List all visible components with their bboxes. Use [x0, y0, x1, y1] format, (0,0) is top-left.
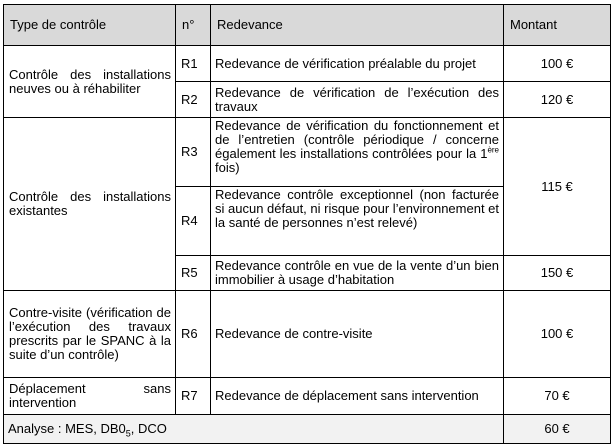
analysis-text-end: , DCO: [130, 421, 167, 436]
row-code: R3: [176, 118, 211, 187]
row-fee: Redevance de vérification préalable du projet: [211, 46, 504, 82]
row-fee-text: Redevance de vérification du fonctionnement et de l’entretien (contrôle périodique / concerne également les installations contrôlées pour la 1: [215, 118, 499, 161]
table-row-r1: [4, 46, 611, 82]
analysis-subscript: 5: [125, 428, 131, 439]
analysis-amount: 60 €: [504, 415, 611, 444]
ordinal-superscript: ère: [487, 145, 499, 155]
row-code: R4: [176, 187, 211, 256]
row-code: R7: [176, 378, 211, 415]
header-type: Type de contrôle: [4, 5, 176, 46]
row-fee: Redevance contrôle en vue de la vente d’un bien immobilier à usage d’habitation: [211, 256, 504, 291]
row-fee: [211, 118, 504, 187]
row-amount: 150 €: [504, 256, 611, 291]
table-row-r3: [4, 118, 611, 187]
header-row: [4, 5, 611, 46]
fees-table: [3, 4, 611, 444]
row-code: R6: [176, 291, 211, 378]
table-row-r6: [4, 291, 611, 378]
row-code: R1: [176, 46, 211, 82]
row-fee: Redevance de déplacement sans intervention: [211, 378, 504, 415]
row-amount: 100 €: [504, 291, 611, 378]
row-amount: 70 €: [504, 378, 611, 415]
header-amount: Montant: [504, 5, 611, 46]
analysis-label: [4, 415, 504, 444]
group-travel: Déplacement sans intervention: [4, 378, 176, 415]
group-revisit: Contre-visite (vérification de l’exécution des travaux prescrits par le SPANC à la suite d’un contrôle): [4, 291, 176, 378]
row-amount: 100 €: [504, 46, 611, 82]
row-fee: Redevance contrôle exceptionnel (non facturée si aucun défaut, ni risque pour l’environnement et la santé de personnes n’est relevé): [211, 187, 504, 256]
header-fee: Redevance: [211, 5, 504, 46]
analysis-text: Analyse : MES, DB0: [8, 421, 126, 436]
header-number: n°: [176, 5, 211, 46]
row-amount-shared: 115 €: [504, 118, 611, 256]
group-existing-installations: Contrôle des installations existantes: [4, 118, 176, 291]
row-code: R2: [176, 82, 211, 118]
row-fee: Redevance de contre-visite: [211, 291, 504, 378]
table-row-r7: [4, 378, 611, 415]
group-new-installations: Contrôle des installations neuves ou à réhabiliter: [4, 46, 176, 118]
table-row-analysis: [4, 415, 611, 444]
row-fee: Redevance de vérification de l’exécution des travaux: [211, 82, 504, 118]
row-code: R5: [176, 256, 211, 291]
row-fee-text-end: fois): [215, 160, 240, 175]
row-amount: 120 €: [504, 82, 611, 118]
